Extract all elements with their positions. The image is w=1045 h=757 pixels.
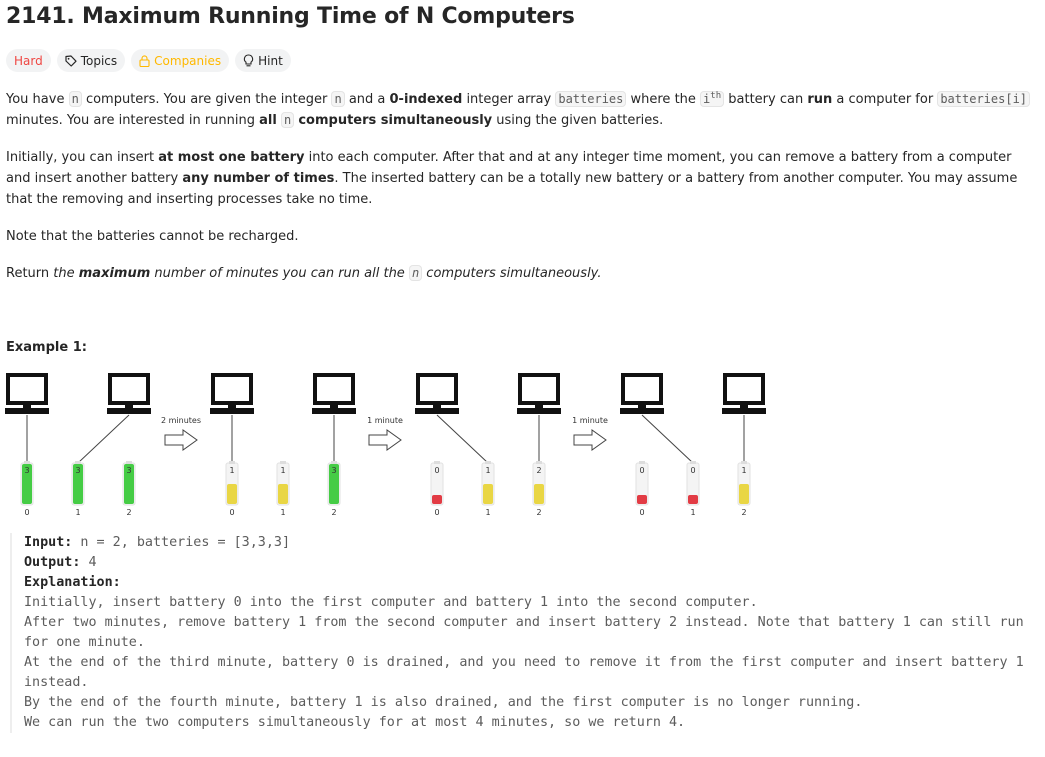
battery-cap [331, 461, 337, 464]
topics-button[interactable] [57, 49, 125, 72]
battery-fill [483, 484, 493, 504]
battery-charge-label: 3 [331, 466, 337, 475]
battery-charge-label: 1 [485, 466, 491, 475]
hint-button[interactable] [235, 49, 291, 72]
battery-cap [434, 461, 440, 464]
battery-index-label: 1 [690, 508, 696, 517]
explanation-line: We can run the two computers simultaneously for at most 4 minutes, so we return 4. [24, 715, 686, 730]
connection-wire [437, 415, 488, 463]
battery-index-label: 1 [75, 508, 81, 517]
text: a computer for [832, 92, 938, 107]
battery-index-label: 2 [741, 508, 747, 517]
computer-icon [312, 375, 356, 414]
battery-cap [536, 461, 542, 464]
battery-fill [227, 484, 237, 504]
battery-charge-label: 3 [24, 466, 30, 475]
topics-label: Topics [80, 53, 118, 68]
right-arrow-icon [369, 430, 401, 450]
companies-button[interactable] [131, 49, 229, 72]
battery-fill [637, 495, 647, 504]
lock-icon [139, 55, 150, 67]
text: minutes. You are interested in running [6, 113, 260, 128]
battery-charge-label: 3 [126, 466, 132, 475]
battery-charge-label: 1 [280, 466, 286, 475]
text: using the given batteries. [492, 113, 664, 128]
battery-cap [690, 461, 696, 464]
battery-cap [485, 461, 491, 464]
text: Return [6, 266, 54, 281]
connection-wire [642, 415, 693, 463]
arrow-label: 2 minutes [160, 416, 202, 425]
input-line [24, 533, 1042, 553]
computer-icon [107, 375, 151, 414]
battery-index-label: 0 [24, 508, 30, 517]
battery-index-label: 2 [126, 508, 132, 517]
inline-code: batteries[i] [937, 91, 1030, 107]
problem-title: 2141. Maximum Running Time of N Computers [6, 4, 575, 29]
text: computers. You are given the integer [81, 92, 332, 107]
superscript: th [710, 91, 722, 101]
bold-text: at most one battery [158, 150, 305, 165]
text: You have [6, 92, 69, 107]
difficulty-badge [6, 49, 51, 72]
battery-cap [126, 461, 132, 464]
battery-fill [688, 495, 698, 504]
inline-code: n [281, 112, 294, 128]
text: . The inserted battery can be a totally new battery or a battery from another computer. You may assume that the removing and inserting processes take no time. [6, 171, 1018, 207]
explanation-line: At the end of the third minute, battery 0 is drained, and you need to remove it from the first computer and insert battery 1 instead. [24, 655, 1032, 690]
battery-index-label: 0 [434, 508, 440, 517]
tag-icon [65, 55, 77, 67]
connection-wire [78, 415, 129, 463]
battery-index-label: 2 [331, 508, 337, 517]
inline-code [700, 91, 724, 107]
computer-icon [722, 375, 766, 414]
text: Initially, you can insert [6, 150, 159, 165]
italic-text [53, 266, 601, 281]
output-line [24, 553, 1042, 573]
tag-bar [6, 49, 291, 72]
bold-text: any number of times [182, 171, 335, 186]
battery-index-label: 1 [485, 508, 491, 517]
text: into each computer. After that and at any integer time moment, you can remove a battery from a computer and insert another battery [6, 150, 1012, 186]
description-paragraph-2 [6, 147, 1036, 210]
text: computers simultaneously. [422, 266, 602, 281]
computer-icon [5, 375, 49, 414]
inline-code: n [69, 91, 82, 107]
companies-label: Companies [154, 53, 222, 68]
arrow-label: 1 minute [367, 416, 403, 425]
example-block [10, 533, 1042, 733]
text: and a [344, 92, 390, 107]
computer-icon [415, 375, 459, 414]
battery-charge-label: 1 [229, 466, 235, 475]
battery-cap [75, 461, 81, 464]
inline-code: n [331, 91, 344, 107]
text: number of minutes you can run all the [150, 266, 409, 281]
text: the [53, 266, 79, 281]
example-diagram [0, 365, 1045, 525]
text: integer array [462, 92, 556, 107]
bold-text: maximum [78, 266, 151, 281]
battery-fill [432, 495, 442, 504]
battery-charge-label: 0 [434, 466, 440, 475]
battery-fill [534, 484, 544, 504]
inline-code: n [409, 265, 422, 281]
text: battery can [724, 92, 808, 107]
battery-charge-label: 1 [741, 466, 747, 475]
computer-icon [620, 375, 664, 414]
difficulty-label: Hard [14, 53, 43, 68]
battery-charge-label: 2 [536, 466, 542, 475]
input-value: n = 2, batteries = [3,3,3] [72, 535, 291, 550]
battery-fill [739, 484, 749, 504]
battery-index-label: 0 [229, 508, 235, 517]
code-text: i [703, 92, 711, 106]
battery-charge-label: 3 [75, 466, 81, 475]
explanation-label-line [24, 573, 1042, 593]
explanation-line: Initially, insert battery 0 into the first computer and battery 1 into the second computer. [24, 595, 758, 610]
output-label: Output: [24, 555, 81, 570]
output-value: 4 [80, 555, 97, 570]
battery-cap [24, 461, 30, 464]
battery-charge-label: 0 [639, 466, 645, 475]
explanation-line: By the end of the fourth minute, battery 1 is also drained, and the first computer is no longer running. [24, 695, 863, 710]
text: where the [626, 92, 701, 107]
bold-text: 0-indexed [389, 92, 463, 107]
computer-icon [517, 375, 561, 414]
example-title: Example 1: [6, 340, 87, 355]
lightbulb-icon [243, 54, 254, 67]
bold-text: computers simultaneously [298, 113, 493, 128]
arrow-label: 1 minute [572, 416, 608, 425]
battery-charge-label: 0 [690, 466, 696, 475]
computer-icon [210, 375, 254, 414]
explanation-label: Explanation: [24, 575, 121, 590]
battery-cap [639, 461, 645, 464]
battery-cap [741, 461, 747, 464]
right-arrow-icon [165, 430, 197, 450]
battery-index-label: 2 [536, 508, 542, 517]
input-label: Input: [24, 535, 73, 550]
bold-text: all [259, 113, 277, 128]
inline-code: batteries [555, 91, 626, 107]
battery-cap [280, 461, 286, 464]
battery-index-label: 0 [639, 508, 645, 517]
battery-fill [278, 484, 288, 504]
explanation-line: After two minutes, remove battery 1 from the second computer and insert battery 2 instead. Note that battery 1 can still run for one minute. [24, 615, 1032, 650]
description-paragraph-4 [6, 263, 1036, 284]
description-paragraph-1 [6, 89, 1036, 131]
battery-index-label: 1 [280, 508, 286, 517]
right-arrow-icon [574, 430, 606, 450]
hint-label: Hint [258, 53, 283, 68]
description-paragraph-3: Note that the batteries cannot be recharged. [6, 229, 299, 244]
battery-cap [229, 461, 235, 464]
bold-text: run [807, 92, 833, 107]
